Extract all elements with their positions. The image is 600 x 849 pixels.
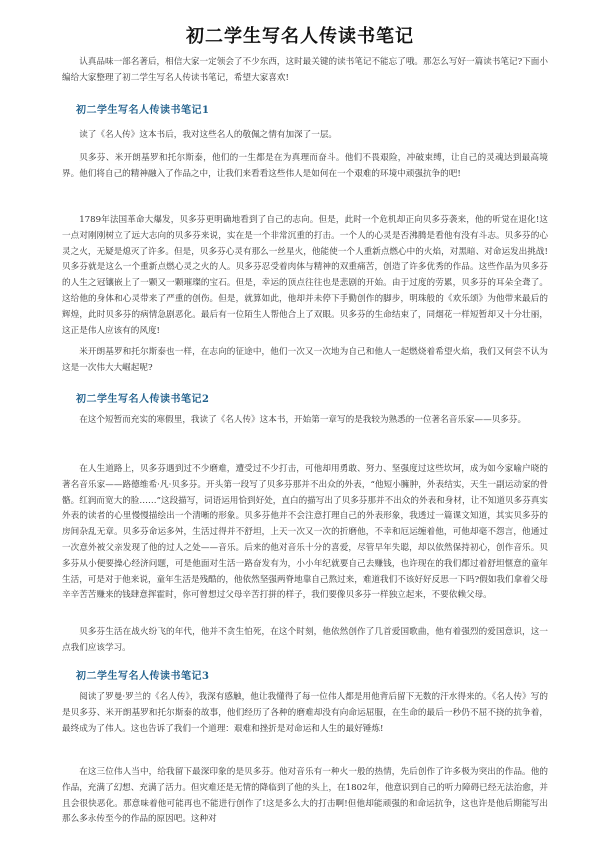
section-2-paragraph-1: 在这个短暂而充实的寒假里，我读了《名人传》这本书，开始第一章写的是我较为熟悉的一位著名音乐家——贝多芬。 <box>79 415 527 425</box>
section-1-paragraph-4: 米开朗基罗和托尔斯泰也一样，在志向的征途中，他们一次又一次地为自己和他人一起燃烧着希望火焰，我们又何尝不认为这是一次伟大大崛起呢? <box>62 347 548 373</box>
section-1-paragraph-1: 读了《名人传》这本书后，我对这些名人的敬佩之情有加深了一层。 <box>79 130 338 140</box>
section-2-heading: 初二学生写名人传读书笔记2 <box>76 394 210 405</box>
section-3-paragraph-2: 在这三位伟人当中，给我留下最深印象的是贝多芬。他对音乐有一种火一般的热情，先后创作了许多极为突出的作品。他的作品，充满了幻想、充满了活力。但灾难还是无情的降临到了他的头上，在1802年，他意识到自己的听力障碍已经无法治愈，并且会很快恶化。那意味着他可能再也不能进行创作了!这是多么大的打击啊!但他却能顽强的和命运抗争，这也许是他后期能写出那么多永传至今的作品的原因吧。这种对 <box>62 767 548 825</box>
intro-paragraph: 认真品味一部名著后，相信大家一定领会了不少东西，这时最关键的读书笔记不能忘了哦。那怎么写好一篇读书笔记?下面小编给大家整理了初二学生写名人传读书笔记，希望大家喜欢! <box>62 57 548 83</box>
section-1-paragraph-2: 贝多芬、米开朗基罗和托尔斯泰，他们的一生都是在为真理而奋斗。他们不畏艰险，冲破束缚，让自己的灵魂达到最高境界。他们将自己的精神融入了作品之中，让我们来看看这些伟人是如何在一个艰难的环境中顽强抗争的吧! <box>62 153 548 179</box>
section-1-paragraph-3: 1789年法国革命大爆发，贝多芬更明确地看到了自己的志向。但是，此时一个危机却正向贝多芬袭来，他的听觉在退化!这一点对刚刚树立了远大志向的贝多芬来说，实在是一个非常沉重的打击。一个人的心灵是否沸腾是看他有没有斗志。贝多芬的心灵之火，无疑是熄灭了许多。但是，贝多芬心灵有那么一丝星火，他能使一个人重新点燃心中的火焰，对黑暗、对命运发出挑战!贝多芬就是这么一个重新点燃心灵之火的人。贝多芬忍受着肉体与精神的双重痛苦，创造了许多优秀的作品。这些作品为贝多芬的人生之冠镶嵌上了一颗又一颗璀璨的宝石。但是，幸运的顶点往往也是悲剧的开始。由于过度的劳累，贝多芬的耳朵全聋了。这给他的身体和心灵带来了严重的创伤。但是，就算如此，他却并未停下手勤创作的脚步，明珠般的《欢乐颂》为他带来最后的辉煌，此时贝多芬的病情急剧恶化。最后有一位陌生人帮他合上了双眼。贝多芬的生命结束了，同烟花一样短暂却又十分壮丽，这正是伟人应该有的风度! <box>62 215 548 336</box>
section-1-heading: 初二学生写名人传读书笔记1 <box>76 105 210 116</box>
section-2-paragraph-2: 在人生道路上，贝多芬遇到过不少磨难，遭受过不少打击，可他却用勇敢、努力、坚强度过这些坎坷，成为如今家喻户晓的著名音乐家——路德维希·凡·贝多芬。开头第一段写了贝多芬那并不出众的外表，“他短小臃肿，外表结实，天生一副运动家的骨骼。红润而宽大的脸……”这段描写，词语运用恰到好处，直白的描写出了贝多芬那并不出众的外表和身材，让不知道贝多芬真实外表的读者的心里慢慢描绘出一个清晰的形象。贝多芬他并不会注意打理自己的外表形象，我透过一篇课文知道，其实贝多芬的房间杂乱无章。贝多芬命运多舛，生活过得并不舒坦，上天一次又一次的折磨他，不幸和厄运缠着他，可他却毫不怨言，他通过一次意外被父亲发现了他的过人之处——音乐。后来的他对音乐十分的喜爱，尽管早年失聪，却以依然保持初心，创作音乐。贝多芬从小便要操心经济问题，可是他面对生活一路奋发有为，小小年纪就要自己去赚钱，也许现在的我们都过着舒坦惬意的童年生活，可是对于他来说，童年生活是残酷的，他依然坚强两脊地靠自己熬过来，难道我们不该好好反思一下吗?假如我们拿着父母辛辛苦苦赚来的钱肆意挥霍时，你可曾想过父母辛苦打拼的样子，我们要像贝多芬一样独立起来，不要依赖父母。 <box>62 464 548 601</box>
section-3-paragraph-1: 阅读了罗曼·罗兰的《名人传》，我深有感触，他让我懂得了每一位伟人都是用他背后留下无数的汗水得来的。《名人传》写的是贝多芬、米开朗基罗和托尔斯泰的故事，他们经历了各种的磨难却没有向命运屈服，在生命的最后一秒仍不屈不挠的抗争着，最终成为了伟人。这也告诉了我们一个道理：艰难和挫折是对命运和人生的最好锤炼! <box>62 692 548 734</box>
page-title: 初二学生写名人传读书笔记 <box>186 26 414 47</box>
section-3-heading: 初二学生写名人传读书笔记3 <box>76 671 210 682</box>
section-2-paragraph-3: 贝多芬生活在战火纷飞的年代，他并不贪生怕死，在这个时刻，他依然创作了几首爱国歌曲，他有着强烈的爱国意识，这一点我们应该学习。 <box>62 627 548 653</box>
